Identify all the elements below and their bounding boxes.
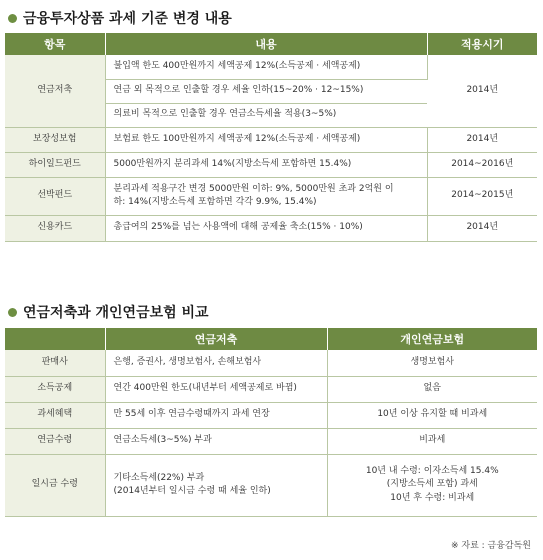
source-note: ※ 자료 : 금융감독원: [450, 541, 531, 551]
table-row: [5, 55, 537, 79]
row-period: 2014~2015년: [427, 177, 537, 215]
row-label: 보장성보험: [5, 127, 105, 152]
row-period: 2014년: [427, 127, 537, 152]
row-label: 선박펀드: [5, 177, 105, 215]
bullet-icon: [8, 14, 17, 23]
section-title-tax-changes: [8, 8, 232, 28]
row-label: 판매사: [5, 350, 105, 376]
header-period: 적용시기: [427, 33, 537, 55]
table-header-row: [5, 328, 537, 350]
row-savings: [105, 454, 327, 516]
row-savings: 은행, 증권사, 생명보험사, 손해보험사: [105, 350, 327, 376]
row-content-line: 하: 14%(지방소득세 포함하면 각각 9.9%, 15.4%): [113, 197, 317, 207]
table-row: [5, 215, 537, 241]
row-label: 신용카드: [5, 215, 105, 241]
section-title-text: 연금저축과 개인연금보험 비교: [23, 305, 209, 321]
header-private-pension-insurance: 개인연금보험: [327, 328, 537, 350]
row-content: 연금 외 목적으로 인출할 경우 세율 인하(15~20% · 12~15%): [105, 79, 427, 103]
header-blank: [5, 328, 105, 350]
row-label: 일시금 수령: [5, 454, 105, 516]
row-insurance-line: 10년 내 수령: 이자소득세 15.4%: [365, 466, 499, 477]
table-row: [5, 376, 537, 402]
row-insurance-line: 10년 후 수령: 비과세: [390, 492, 475, 503]
header-item: 항목: [5, 33, 105, 55]
row-insurance: 없음: [327, 376, 537, 402]
table-row: [5, 402, 537, 428]
row-insurance: 10년 이상 유지할 때 비과세: [327, 402, 537, 428]
row-label: 연금저축: [5, 55, 105, 127]
row-savings: 만 55세 이후 연금수령때까지 과세 연장: [105, 402, 327, 428]
row-content: 보험료 한도 100만원까지 세액공제 12%(소득공제 · 세액공제): [105, 127, 427, 152]
row-savings-line: (2014년부터 일시금 수령 때 세율 인하): [113, 486, 271, 496]
header-pension-savings: 연금저축: [105, 328, 327, 350]
row-content-line: 분리과세 적용구간 변경 5000만원 이하: 9%, 5000만원 초과 2억원 이: [113, 183, 394, 194]
row-savings-line: 기타소득세(22%) 부과: [113, 472, 205, 483]
row-savings: 연간 400만원 한도(내년부터 세액공제로 바뀜): [105, 376, 327, 402]
row-period: 2014년: [427, 215, 537, 241]
row-period: 2014~2016년: [427, 152, 537, 177]
row-label: 연금수령: [5, 428, 105, 454]
table-row: [5, 454, 537, 516]
row-content: 총급여의 25%를 넘는 사용액에 대해 공제율 축소(15% · 10%): [105, 215, 427, 241]
table-row: [5, 152, 537, 177]
row-insurance-line: (지방소득세 포함) 과세: [386, 479, 478, 490]
row-content: 5000만원까지 분리과세 14%(지방소득세 포함하면 15.4%): [105, 152, 427, 177]
row-content: 불입액 한도 400만원까지 세액공제 12%(소득공제 · 세액공제): [105, 55, 427, 79]
table-row: [5, 177, 537, 215]
row-label: 과세혜택: [5, 402, 105, 428]
tax-changes-table: [5, 33, 537, 242]
table-row: [5, 428, 537, 454]
pension-comparison-table: [5, 328, 537, 517]
section-title-text: 금융투자상품 과세 기준 변경 내용: [23, 11, 232, 27]
table-header-row: [5, 33, 537, 55]
row-label: 소득공제: [5, 376, 105, 402]
header-content: 내용: [105, 33, 427, 55]
row-period: 2014년: [427, 55, 537, 127]
row-savings: 연금소득세(3~5%) 부과: [105, 428, 327, 454]
row-insurance: [327, 454, 537, 516]
section-title-pension-comparison: [8, 302, 209, 322]
row-insurance: 생명보험사: [327, 350, 537, 376]
bullet-icon: [8, 308, 17, 317]
table-row: [5, 127, 537, 152]
row-content: [105, 177, 427, 215]
row-label: 하이일드펀드: [5, 152, 105, 177]
table-row: [5, 350, 537, 376]
row-insurance: 비과세: [327, 428, 537, 454]
row-content: 의료비 목적으로 인출할 경우 연금소득세율 적용(3~5%): [105, 103, 427, 127]
